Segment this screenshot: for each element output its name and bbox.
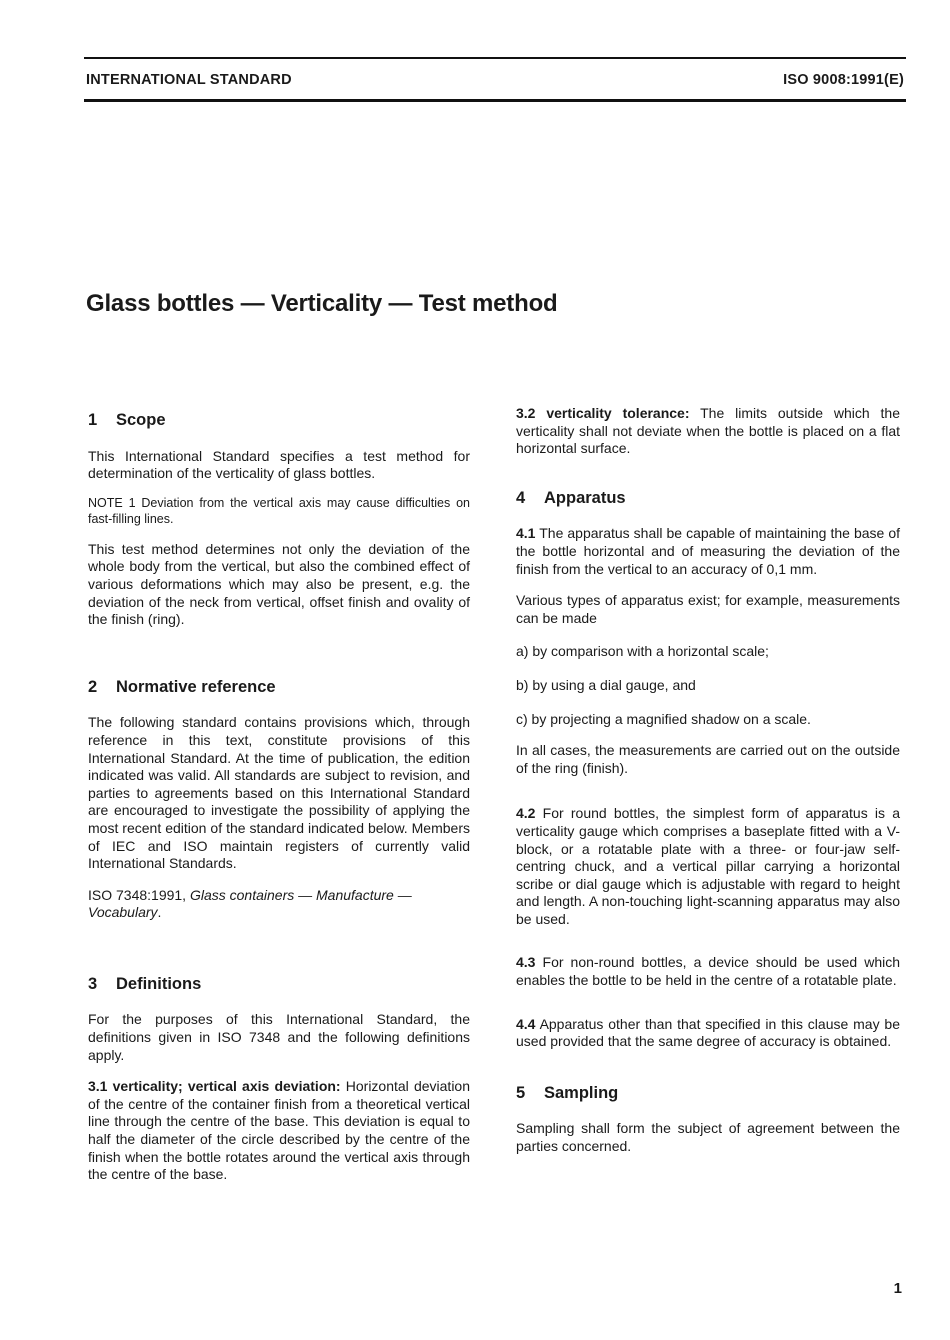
clause-number: 4.2 <box>516 805 536 822</box>
clause-4-1 <box>516 525 900 578</box>
definition-term: verticality tolerance: <box>546 405 690 421</box>
section-title: Normative reference <box>116 677 276 696</box>
definition-3-2 <box>516 405 900 458</box>
scope-paragraph-2: This test method determines not only the deviation of the whole body from the vertical, but also the combined effect of various deformations which may also be present, e.g. the deviation of the neck from vertical, offset finish and ovality of the finish (ring). <box>88 540 470 628</box>
header-bottom-rule <box>84 99 906 102</box>
header-left: INTERNATIONAL STANDARD <box>86 72 292 88</box>
section-title: Sampling <box>544 1083 619 1102</box>
clause-4-4 <box>516 1016 900 1051</box>
section-number: 4 <box>516 488 526 507</box>
list-item-a: a) by comparison with a horizontal scale; <box>516 643 769 660</box>
section-2-heading <box>88 679 470 697</box>
reference-title: Glass containers — Manufacture — Vocabulary <box>88 886 412 921</box>
reference-end: . <box>157 904 162 921</box>
definition-number: 3.2 <box>516 405 536 421</box>
clause-text: The apparatus shall be capable of maintaining the base of the bottle horizontal and of measuring the deviation of the finish from the vertical to an accuracy of 0,1 mm. <box>516 525 901 577</box>
section-title: Scope <box>116 411 166 429</box>
section-1-heading <box>88 412 470 430</box>
note-1: NOTE 1 Deviation from the vertical axis may cause difficulties on fast-filling lines. <box>88 495 470 526</box>
list-item-b: b) by using a dial gauge, and <box>516 676 696 693</box>
definitions-paragraph: For the purposes of this International Standard, the definitions given in ISO 7348 and the following definitions apply. <box>88 1011 470 1063</box>
clause-4-2 <box>516 805 900 928</box>
right-column <box>516 405 900 1156</box>
section-number: 5 <box>516 1083 526 1102</box>
definition-number: 3.1 <box>88 1078 108 1095</box>
definition-term: verticality; vertical axis deviation: <box>112 1078 341 1095</box>
clause-number: 4.3 <box>516 954 536 971</box>
section-number: 1 <box>88 411 98 429</box>
clause-number: 4.4 <box>516 1015 536 1032</box>
apparatus-types-paragraph: Various types of apparatus exist; for example, measurements can be made <box>516 592 900 626</box>
clause-number: 4.1 <box>516 525 536 542</box>
section-3-heading <box>88 976 470 994</box>
list-item-c: c) by projecting a magnified shadow on a scale. <box>516 710 811 727</box>
normative-paragraph: The following standard contains provisions which, through reference in this text, constitute provisions of this International Standard. At the time of publication, the edition indicated was valid. All standards are subject to revision, and parties to agreements based on this International Standard are encouraged to investigate the possibility of applying the most recent edition of the standard indicated below. Members of IEC and ISO maintain registers of currently valid International Standards. <box>88 714 470 872</box>
section-5-heading <box>516 1085 900 1103</box>
clause-text: Apparatus other than that specified in this clause may be used provided that the same degree of accuracy is obtained. <box>516 1015 901 1050</box>
measurements-paragraph: In all cases, the measurements are carried out on the outside of the ring (finish). <box>516 742 900 776</box>
reference-code: ISO 7348:1991, <box>88 886 187 903</box>
sampling-paragraph: Sampling shall form the subject of agreement between the parties concerned. <box>516 1120 900 1155</box>
left-column <box>88 412 470 1184</box>
definition-3-1 <box>88 1078 470 1184</box>
document-title: Glass bottles — Verticality — Test method <box>86 290 558 317</box>
page-number: 1 <box>893 1280 902 1297</box>
section-number: 2 <box>88 677 98 696</box>
definition-text: The limits outside which the verticality shall not deviate when the bottle is placed on a flat horizontal surface. <box>516 405 901 457</box>
section-title: Definitions <box>116 974 202 993</box>
section-4-heading <box>516 490 900 508</box>
section-title: Apparatus <box>544 488 626 507</box>
definition-text: Horizontal deviation of the centre of the container finish from a theoretical vertical line through the centre of the base. This deviation is equal to half the diameter of the circle described by the centre of the finish when the bottle rotates around the vertical axis through the centre of the base. <box>88 1078 471 1183</box>
section-number: 3 <box>88 974 98 993</box>
clause-text: For non-round bottles, a device should be used which enables the bottle to be held in the centre of a rotatable plate. <box>516 954 900 989</box>
scope-paragraph: This International Standard specifies a test method for determination of the verticality of glass bottles. <box>88 447 470 482</box>
header-right: ISO 9008:1991(E) <box>783 72 904 88</box>
normative-reference-item <box>88 887 470 922</box>
header-top-rule <box>84 57 906 59</box>
clause-4-3 <box>516 954 900 989</box>
clause-text: For round bottles, the simplest form of apparatus is a verticality gauge which comprises a baseplate fitted with a V-block, or a rotatable plate with a three- or four-jaw self-centring chuck, and a vertical pillar carrying a horizontal scribe or dial gauge which is adjustable with regard to height and length. A non-touching light-scanning apparatus may also be used. <box>516 805 900 927</box>
